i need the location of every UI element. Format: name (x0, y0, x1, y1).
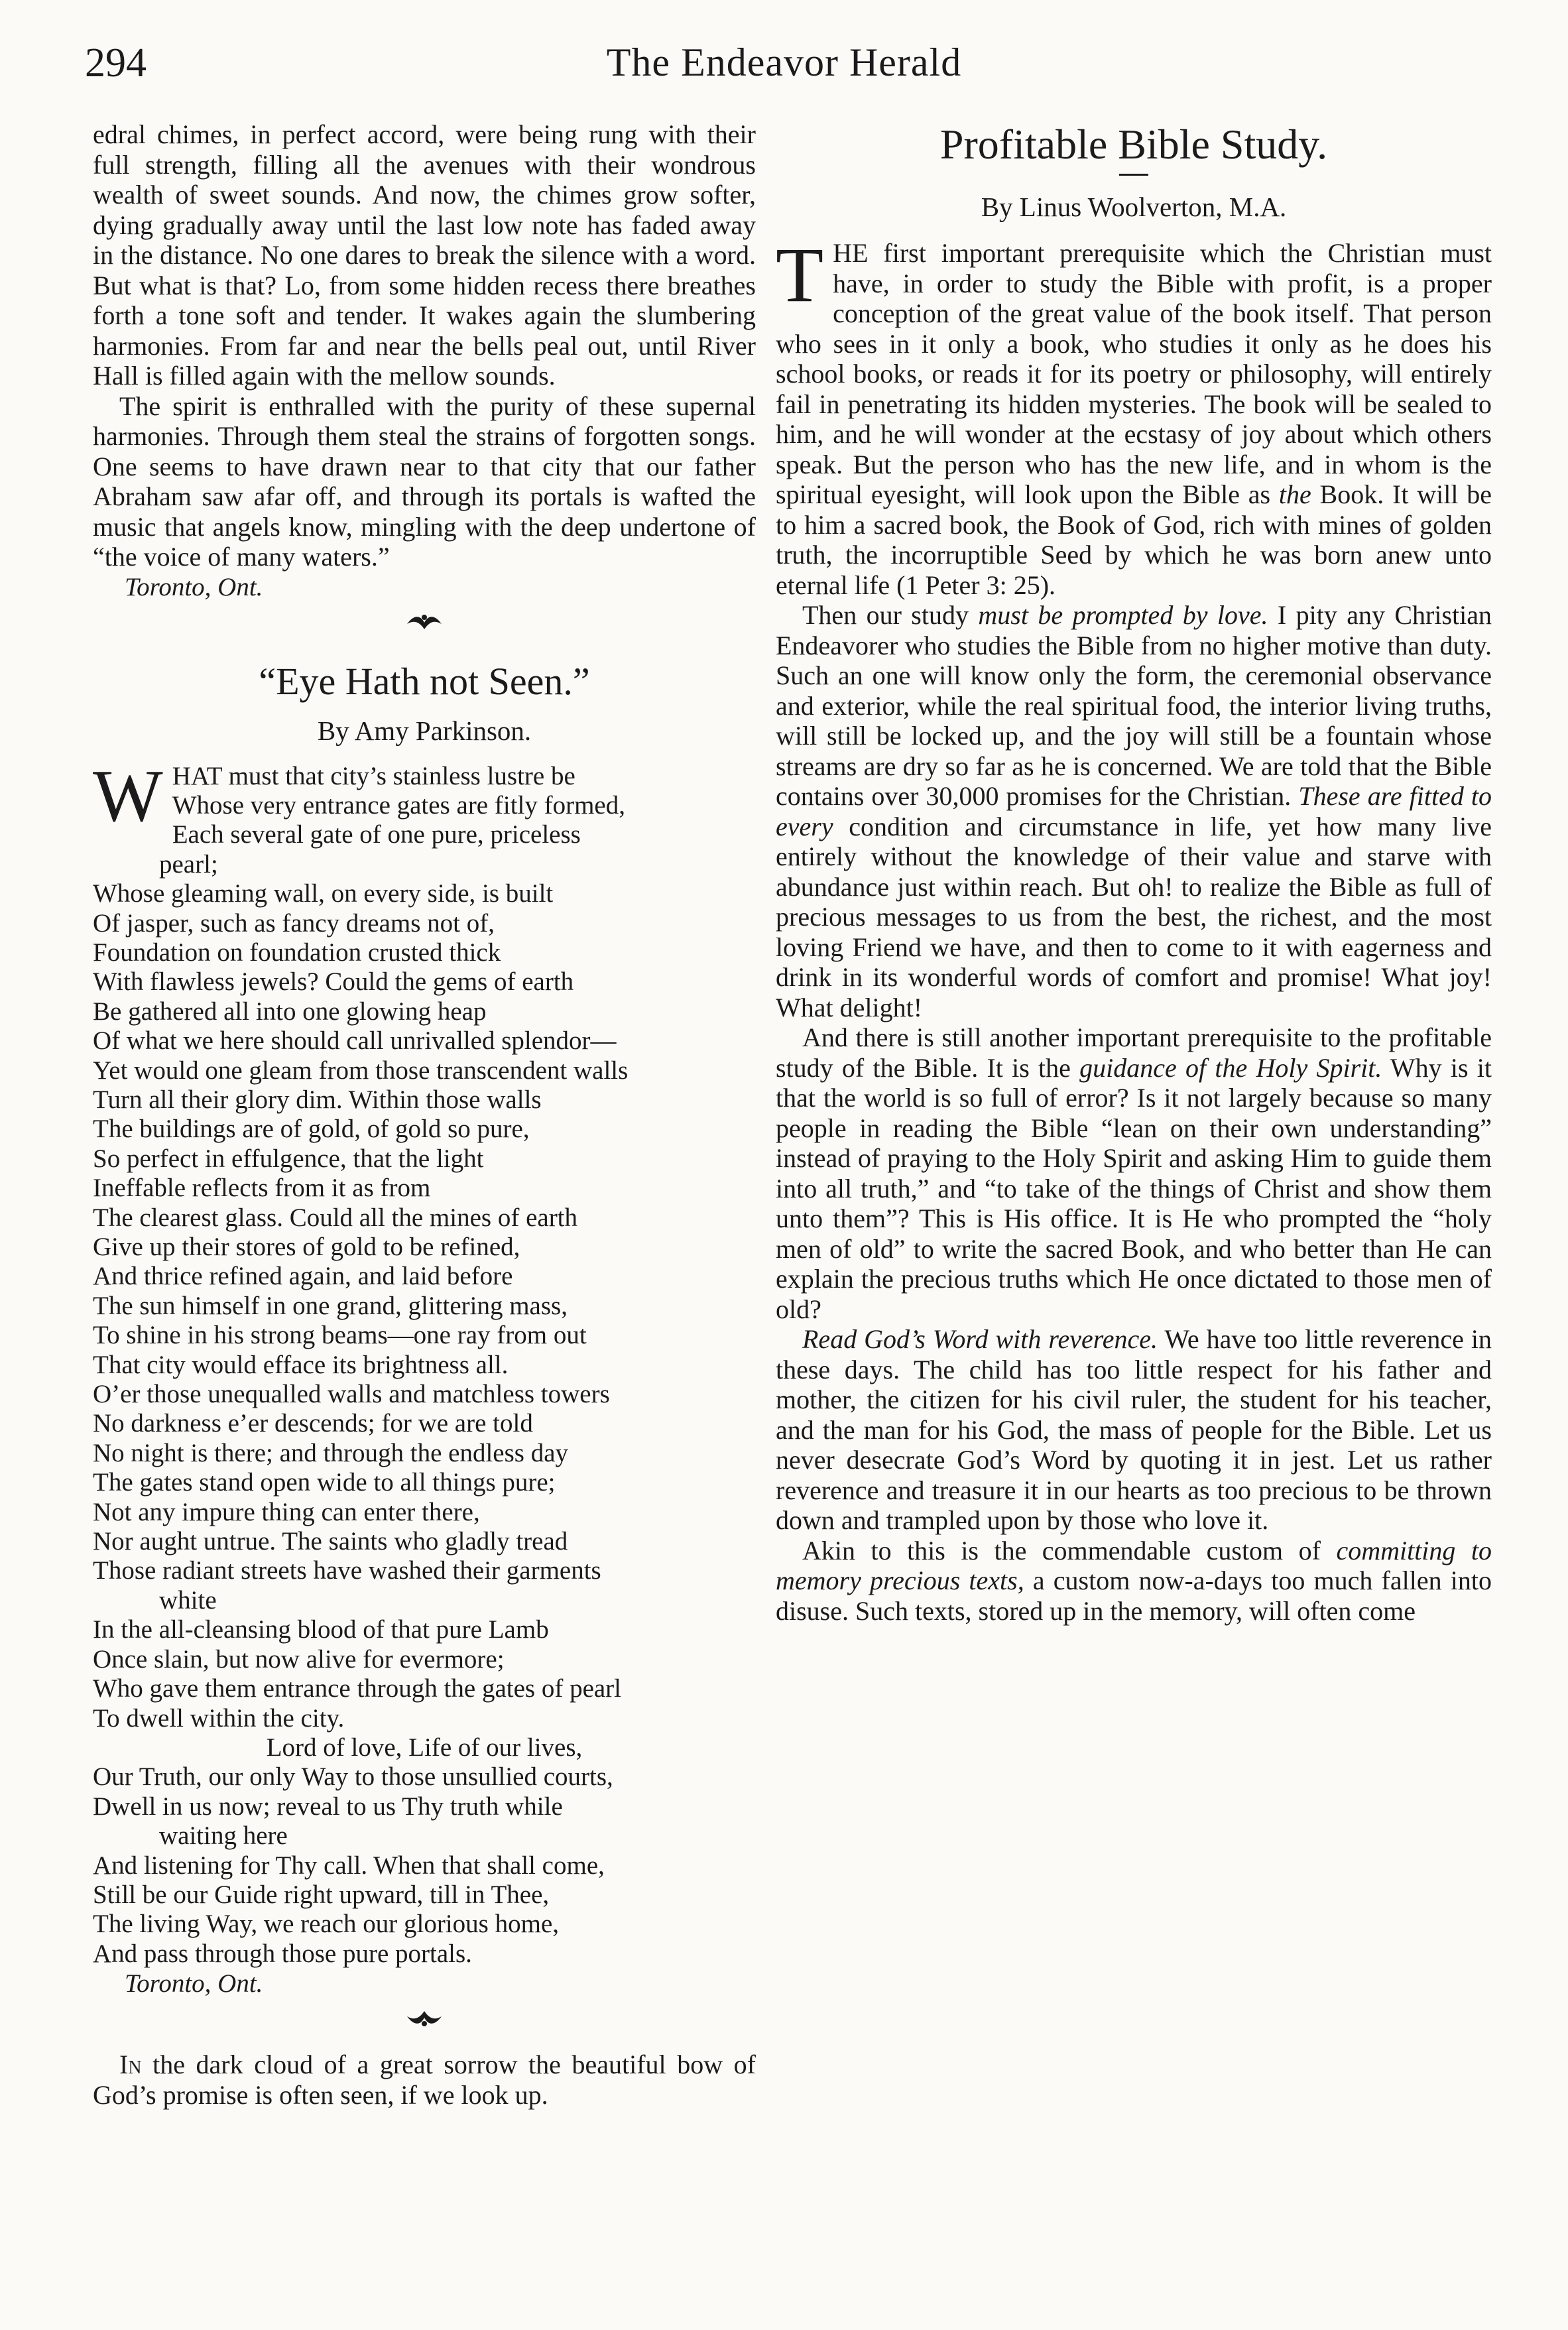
paragraph-lead: HE (833, 238, 869, 268)
closing-text: the dark cloud of a great sorrow the beautiful bow of God’s promise is often seen, if we look up. (93, 2050, 756, 2110)
poem-drop-cap: W (93, 755, 163, 837)
poem-byline: By Amy Parkinson. (317, 715, 532, 746)
poem-line: Of what we here should call unrivalled splendor— (93, 1026, 617, 1056)
paragraph-text: Why is it that the world is so full of error? Is it not largely because so many people in reading the Bible “lean on their own understanding” instead of praying to the Holy Spirit and asking Him to guide them into all truth,” and “to take of the things of Christ and show them unto them”? This is His office. It is He who prompted the “holy men of old” to write the sacred Book, and who better than He can explain the precious truths which He once dictated to those men of old? (776, 1052, 1492, 1324)
paragraph-emphasis: guidance of the Holy Spirit. (1079, 1052, 1382, 1083)
poem-line: Of jasper, such as fancy dreams not of, (93, 908, 495, 938)
poem-line: Be gathered all into one glowing heap (93, 997, 487, 1026)
poem-line: No darkness e’er descends; for we are told (93, 1409, 533, 1438)
paragraph-text: Book. It will be to him a sacred book, the Book of God, rich with mines of golden truth, the incorruptible Seed by which he was born anew unto eternal life (1 Peter 3: 25). (776, 479, 1492, 600)
poem-line: Dwell in us now; reveal to us Thy truth while (93, 1792, 563, 1821)
poem-line: The gates stand open wide to all things pure; (93, 1468, 556, 1497)
closing-lead: In (119, 2050, 142, 2080)
poem-line: Once slain, but now alive for evermore; (93, 1644, 505, 1674)
poem-line: The clearest glass. Could all the mines of earth (93, 1203, 578, 1232)
article-paragraph (776, 1022, 1492, 1324)
poem-line: No night is there; and through the endless day (93, 1438, 569, 1467)
poem-line: O’er those unequalled walls and matchless towers (93, 1380, 610, 1409)
paragraph-text: I pity any Christian Endeavorer who studies the Bible from no higher motive than duty. Such an one will know only the form, the ceremonial observance and exterior, while the real spiritual food, the interior living truths, will still be locked up, and the joy will still be a fountain whose streams are dry so far as he is concerned. We are told that the Bible contains over 30,000 promises for the Christian. (776, 600, 1492, 811)
poem-line: white (159, 1585, 217, 1615)
poem-line: Each several gate of one pure, priceless (172, 820, 581, 849)
poem-line: The buildings are of gold, of gold so pure, (93, 1115, 530, 1144)
poem-line: waiting here (159, 1821, 288, 1851)
left-column (93, 119, 756, 2110)
poem-line: That city would efface its brightness all. (93, 1350, 509, 1379)
article-byline: By Linus Woolverton, M.A. (981, 192, 1287, 222)
paragraph-text: condition and circumstance in life, yet how many live entirely without the knowledge of their value and starve with abundance just within reach. But oh! to realize the Bible as full of precious messages to us from the best, the richest, and the most loving Friend we have, and then to come to it with eagerness and drink in its wonderful words of comfort and promise! What joy! What delight! (776, 811, 1492, 1022)
title-rule (1119, 174, 1148, 176)
article-drop-cap: T (776, 231, 824, 318)
poem-line: Still be our Guide right upward, till in Thee, (93, 1880, 550, 1909)
paragraph-emphasis: Read God’s Word with reverence. (802, 1324, 1158, 1354)
page-number: 294 (85, 40, 147, 86)
intro-paragraph: edral chimes, in perfect accord, were being rung with their full strength, filling all the avenues with their wondrous wealth of sweet sounds. And now, the chimes grow softer, dying gradually away until the last low note has faded away in the distance. No one dares to break the silence with a word. But what is that? Lo, from some hidden recess there breathes forth a tone soft and tender. It wakes again the slumbering harmonies. From far and near the bells peal out, until River Hall is filled again with the mellow sounds. (93, 119, 756, 391)
poem-line: Give up their stores of gold to be refined, (93, 1233, 520, 1261)
paragraph-text: Then our study (802, 600, 979, 630)
article-paragraph (776, 1324, 1492, 1536)
poem-line: With flawless jewels? Could the gems of earth (93, 967, 574, 997)
poem-line: Nor aught untrue. The saints who gladly tread (93, 1527, 568, 1556)
poem-line: The sun himself in one grand, glittering mass, (93, 1291, 568, 1320)
poem-line: Yet would one gleam from those transcendent walls (93, 1056, 629, 1085)
page-header (0, 40, 1568, 93)
poem-line: In the all-cleansing blood of that pure Lamb (93, 1615, 549, 1644)
poem-line: Whose gleaming wall, on every side, is built (93, 879, 554, 908)
paragraph-emphasis: These are fitted to every (776, 781, 1492, 841)
poem-line: Not any impure thing can enter there, (93, 1497, 480, 1526)
fleuron-ornament-icon (93, 2004, 756, 2038)
fleuron-icon (404, 2007, 444, 2030)
poem-line: HAT must that city’s stainless lustre be (172, 761, 575, 790)
poem-line: Turn all their glory dim. Within those walls (93, 1085, 542, 1114)
poem-line: Whose very entrance gates are fitly formed, (172, 790, 625, 820)
poem-line: And pass through those pure portals. (93, 1939, 472, 1968)
poem-body (93, 755, 756, 1969)
intro-place: Toronto, Ont. (125, 572, 263, 601)
poem-line: Ineffable reflects from it as from (93, 1174, 431, 1203)
paragraph-emphasis: committing to memory precious texts, (776, 1535, 1492, 1595)
article-paragraph (776, 600, 1492, 1022)
running-title: The Endeavor Herald (606, 40, 962, 84)
article-title: Profitable Bible Study. (939, 121, 1328, 168)
poem-place: Toronto, Ont. (125, 1969, 263, 1998)
closing-paragraph (93, 2050, 756, 2110)
poem-line: To shine in his strong beams—one ray from out (93, 1321, 587, 1350)
poem-line: To dwell within the city. (93, 1703, 345, 1733)
paragraph-text: Akin to this is the commendable custom of (802, 1535, 1337, 1565)
poem-line: And listening for Thy call. When that shall come, (93, 1851, 605, 1880)
poem-line: Foundation on foundation crusted thick (93, 938, 501, 967)
poem-line: The living Way, we reach our glorious home, (93, 1910, 560, 1939)
poem-line: And thrice refined again, and laid before (93, 1262, 513, 1291)
poem-line: pearl; (159, 849, 218, 879)
poem-line: Lord of love, Life of our lives, (266, 1733, 583, 1762)
paragraph-text: We have too little reverence in these days. The child has too little respect for his father and mother, the citizen for his civil ruler, the student for his teacher, and the man for his God, the mass of people for the Bible. Let us never desecrate God’s Word by quoting it in jest. Let us rather reverence and treasure it in our hearts as too precious to be thrown down and trampled upon by those who love it. (776, 1324, 1492, 1535)
right-column (776, 119, 1492, 1626)
fleuron-ornament-icon (93, 608, 756, 641)
article-paragraph (776, 1536, 1492, 1626)
fleuron-icon (404, 611, 444, 633)
paragraph-emphasis: must be prompted by love. (978, 600, 1268, 630)
poem-line: So perfect in effulgence, that the light (93, 1144, 484, 1173)
paragraph-text: first important prerequisite which the Christian must have, in order to study the Bible with profit, is a proper conception of the great value of the book itself. That person who sees in it only a book, who studies it only as he does his school books, or reads it for its poetry or philosophy, will entirely fail in penetrating its hidden mysteries. The book will be sealed to him, and he will wonder at the ecstasy of joy about which others speak. But the person who has the new life, and in whom is the spiritual eyesight, will look upon the Bible as (776, 238, 1492, 509)
poem-line: Who gave them entrance through the gates of pearl (93, 1674, 622, 1703)
intro-paragraph: The spirit is enthralled with the purity of these supernal harmonies. Through them steal the strains of forgotten songs. One seems to have drawn near to that city that our father Abraham saw afar off, and through its portals is wafted the music that angels know, mingling with the deep undertone of “the voice of many waters.” (93, 391, 756, 572)
paragraph-text: a custom now-a-days too much fallen into disuse. Such texts, stored up in the memory, will often come (776, 1565, 1492, 1626)
paragraph-text: And there is still another important prerequisite to the profitable study of the Bible. It is the (776, 1022, 1492, 1083)
paragraph-emphasis: the (1278, 479, 1311, 509)
poem-line: Our Truth, our only Way to those unsullied courts, (93, 1762, 613, 1792)
article-paragraph (776, 231, 1492, 600)
poem-title: “Eye Hath not Seen.” (259, 659, 590, 703)
poem-line: Those radiant streets have washed their garments (93, 1556, 601, 1585)
